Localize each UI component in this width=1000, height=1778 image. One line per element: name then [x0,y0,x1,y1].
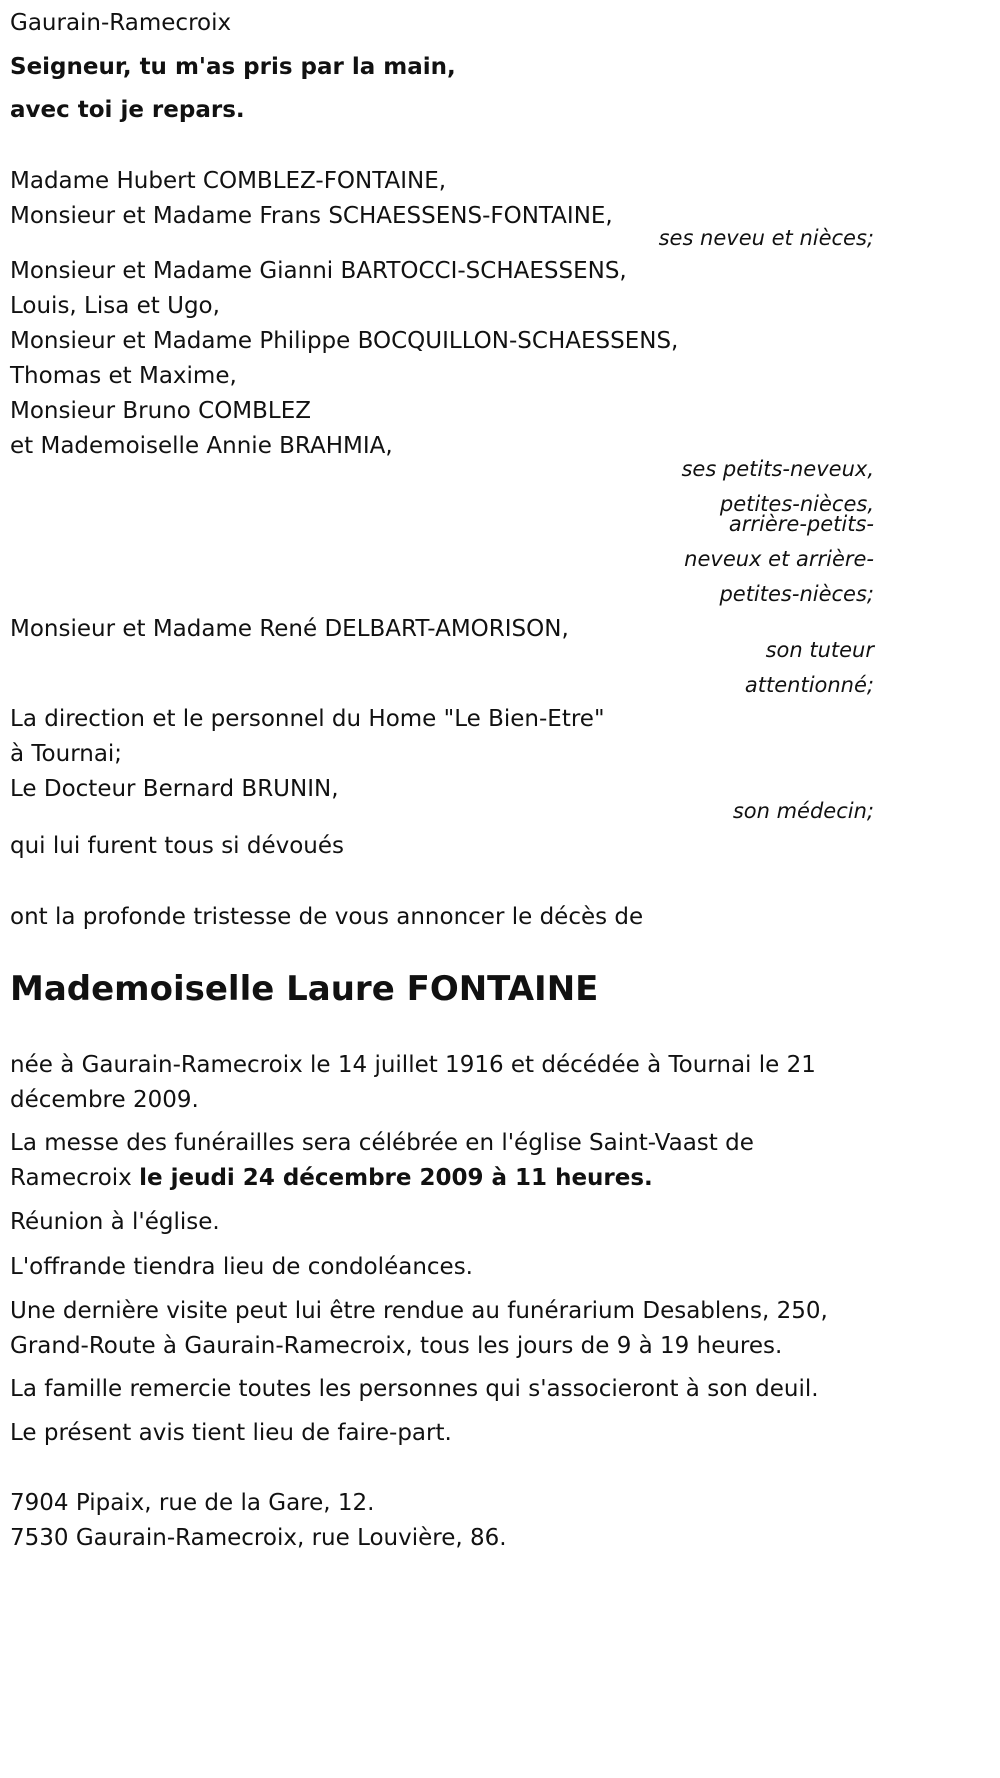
meeting-line: Réunion à l'église. [10,1209,220,1235]
deceased-name: Mademoiselle Laure FONTAINE [10,969,599,1009]
verse-line-2: avec toi je repars. [10,97,245,123]
relation-label: son médecin; [732,799,874,823]
family-line: Monsieur et Madame Philippe BOCQUILLON-SCHAESSENS, [10,328,679,354]
announcement-line: ont la profonde tristesse de vous annoncer le décès de [10,904,644,930]
address-line: 7530 Gaurain-Ramecroix, rue Louvière, 86. [10,1525,507,1551]
funeral-date: le jeudi 24 décembre 2009 à 11 heures. [139,1165,653,1191]
family-line: Monsieur et Madame Gianni BARTOCCI-SCHAESSENS, [10,258,627,284]
family-line: Monsieur Bruno COMBLEZ [10,398,312,424]
funeral-place: Ramecroix [10,1165,140,1191]
birth-death-line: décembre 2009. [10,1087,199,1113]
family-line: Louis, Lisa et Ugo, [10,293,220,319]
verse-line-1: Seigneur, tu m'as pris par la main, [10,54,456,80]
relation-label: son tuteur [765,638,874,662]
visit-line: Une dernière visite peut lui être rendue au funérarium Desablens, 250, [10,1298,828,1324]
relation-label: petites-nièces, [719,492,874,516]
family-line: et Mademoiselle Annie BRAHMIA, [10,433,393,459]
relation-label: petites-nièces; [719,582,874,606]
family-line: Monsieur et Madame Frans SCHAESSENS-FONTAINE, [10,203,613,229]
place-heading: Gaurain-Ramecroix [10,10,232,36]
offering-line: L'offrande tiendra lieu de condoléances. [10,1254,473,1280]
funeral-line: La messe des funérailles sera célébrée en l'église Saint-Vaast de [10,1130,754,1156]
birth-death-line: née à Gaurain-Ramecroix le 14 juillet 1916 et décédée à Tournai le 21 [10,1052,816,1078]
relation-label: ses neveu et nièces; [658,226,874,250]
funeral-line [10,1163,653,1193]
visit-line: Grand-Route à Gaurain-Ramecroix, tous les jours de 9 à 19 heures. [10,1333,783,1359]
family-line: Le Docteur Bernard BRUNIN, [10,776,339,802]
family-line: Thomas et Maxime, [10,363,237,389]
family-line: Monsieur et Madame René DELBART-AMORISON, [10,616,569,642]
relation-label: neveux et arrière- [684,547,874,571]
relation-label: attentionné; [744,673,874,697]
relation-label: arrière-petits- [728,512,874,536]
devoted-line: qui lui furent tous si dévoués [10,833,345,859]
notice-line: Le présent avis tient lieu de faire-part. [10,1420,452,1446]
relation-label: ses petits-neveux, [681,457,874,481]
thanks-line: La famille remercie toutes les personnes qui s'associeront à son deuil. [10,1376,819,1402]
family-line: à Tournai; [10,741,123,767]
family-line: La direction et le personnel du Home "Le Bien-Etre" [10,706,605,732]
family-line: Madame Hubert COMBLEZ-FONTAINE, [10,168,447,194]
address-line: 7904 Pipaix, rue de la Gare, 12. [10,1490,375,1516]
